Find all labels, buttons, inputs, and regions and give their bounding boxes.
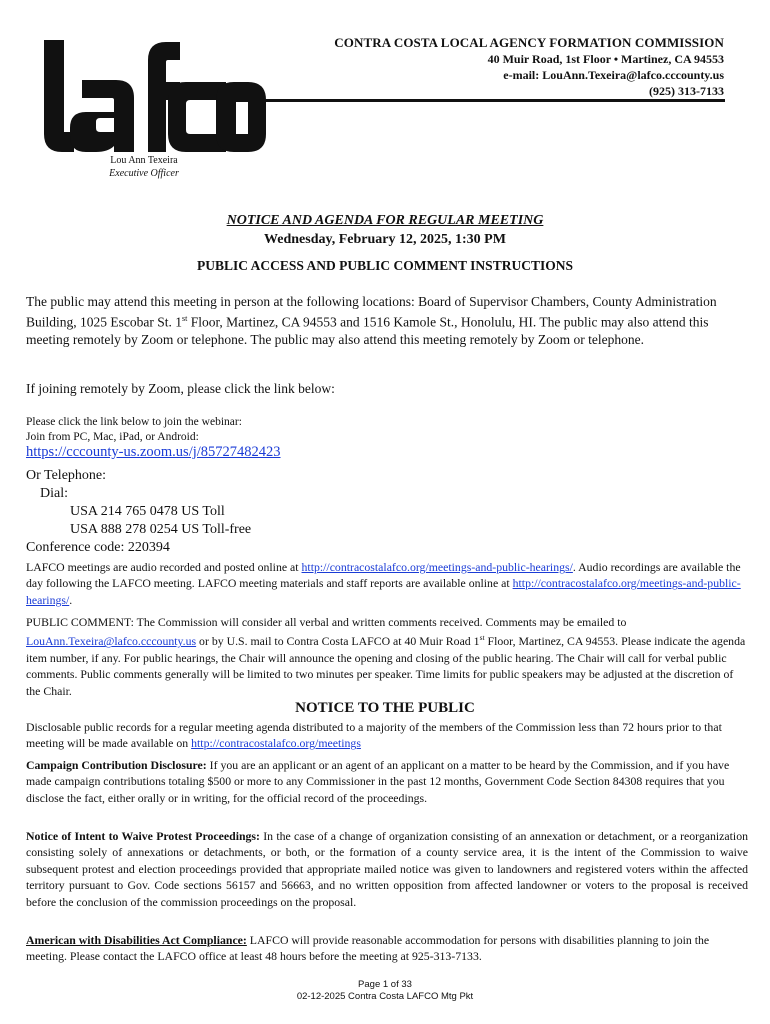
- telephone-label: Or Telephone:: [26, 468, 107, 483]
- recordings-text-2: . Audio recordings are available the day following the LAFCO meeting. LAFCO meeting materials and staff reports are available online at: [26, 560, 741, 591]
- officer-title: Executive Officer: [109, 168, 179, 179]
- campaign-paragraph: [26, 757, 748, 806]
- attend-text-2: Floor, Martinez, CA 94553 and 1516 Kamole St., Honolulu, HI. The public may also attend this meeting remotely by Zoom or telephone. The public may also attend this meeting remotely by Zoom or telephone.: [26, 314, 709, 347]
- phone-toll-free: USA 888 278 0254 US Toll-free: [70, 522, 252, 537]
- recordings-link-2[interactable]: http://contracostalafco.org/meetings-and-public-hearings/: [26, 576, 741, 607]
- waive-paragraph: [26, 828, 748, 910]
- section-heading: PUBLIC ACCESS AND PUBLIC COMMENT INSTRUCTIONS: [197, 258, 573, 273]
- public-comment-text-2: or by U.S. mail to Contra Costa LAFCO at 40 Muir Road 1: [196, 634, 480, 649]
- campaign-text: If you are an applicant or an agent of an applicant on a matter to be heard by the Commission, and if you have made campaign contributions totaling $500 or more to any Commissioner in the past 12 months, Government Code Section 84308 requires that you disclose the fact, either orally or in writing, for the official record of the proceedings.: [26, 758, 730, 805]
- ada-label: American with Disabilities Act Compliance:: [26, 933, 247, 947]
- phone-toll: USA 214 765 0478 US Toll: [70, 504, 225, 519]
- comment-email-link[interactable]: LouAnn.Texeira@lafco.cccounty.us: [26, 634, 197, 649]
- notice-public-heading: NOTICE TO THE PUBLIC: [295, 700, 475, 716]
- webinar-line-1: Please click the link below to join the webinar:: [26, 416, 242, 428]
- public-comment-text-3: Floor, Martinez, CA 94553. Please indicate the agenda item number, if any. For public hearings, the Chair will announce the opening and closing of the public hearing. The Chair will call for verbal public comments. Public comments generally will be limited to two minutes per speaker. Time limits for public speakers may be adjusted at the discretion of the Chair.: [26, 634, 746, 698]
- webinar-instructions: [26, 415, 242, 445]
- recordings-link-1[interactable]: http://contracostalafco.org/meetings-and-public-hearings/: [301, 560, 573, 574]
- attend-text-1: The public may attend this meeting in person at the following locations: Board of Supervisor Chambers, County Administration Building, 1025 Escobar St. 1: [26, 294, 717, 330]
- waive-text: In the case of a change of organization consisting of an annexation or detachment, or a reorganization consisting solely of annexations or detachments, or both, or the formation of a county service area, it is the intent of the Commission to waive subsequent protest and election proceedings provided that appropriate mailed notice was given to landowners and registered voters within the affected territory pursuant to Gov. Code sections 56157 and 56663, and no written opposition from affected landowner or voters to the proposal is received before the conclusion of the commission proceedings on the proposal.: [26, 829, 748, 909]
- recordings-paragraph: [26, 559, 748, 608]
- ada-text: LAFCO will provide reasonable accommodation for persons with disabilities planning to join the meeting. Please contact the LAFCO office at least 48 hours before the meeting at 925-313-7133.: [26, 933, 710, 964]
- zoom-link[interactable]: https://cccounty-us.zoom.us/j/85727482423: [26, 444, 281, 460]
- dial-label: Dial:: [40, 486, 68, 501]
- campaign-label: Campaign Contribution Disclosure:: [26, 758, 207, 772]
- org-email: e-mail: LouAnn.Texeira@lafco.cccounty.us: [503, 68, 724, 82]
- zoom-intro: If joining remotely by Zoom, please click the link below:: [26, 381, 335, 396]
- attend-sup: st: [182, 314, 188, 323]
- recordings-text-3: .: [69, 592, 73, 607]
- page-number: Page 1 of 33: [358, 979, 412, 990]
- public-comment-paragraph: [26, 614, 748, 699]
- packet-label: 02-12-2025 Contra Costa LAFCO Mtg Pkt: [296, 991, 474, 1002]
- notice-public-paragraph: [26, 719, 748, 752]
- webinar-line-2: Join from PC, Mac, iPad, or Android:: [26, 431, 199, 443]
- notice-public-text: Disclosable public records for a regular meeting agenda distributed to a majority of the members of the Commission less than 72 hours prior to that meeting will be made available on: [26, 720, 722, 751]
- notice-title: NOTICE AND AGENDA FOR REGULAR MEETING: [226, 213, 544, 228]
- org-contact-block: [334, 35, 724, 99]
- page-footer: [0, 979, 770, 1003]
- lafco-logo: [44, 40, 266, 152]
- org-name: CONTRA COSTA LOCAL AGENCY FORMATION COMMISSION: [334, 35, 724, 50]
- telephone-block: [26, 467, 251, 557]
- waive-label: Notice of Intent to Waive Protest Proceedings:: [26, 829, 260, 843]
- public-comment-sup: st: [479, 633, 485, 643]
- public-comment-text-1: PUBLIC COMMENT: The Commission will consider all verbal and written comments received. Comments may be emailed to: [26, 615, 627, 629]
- header-rule: [232, 99, 725, 102]
- org-phone: (925) 313-7133: [649, 84, 724, 98]
- recordings-text-1: LAFCO meetings are audio recorded and posted online at: [26, 560, 302, 574]
- org-address: 40 Muir Road, 1st Floor • Martinez, CA 94553: [487, 52, 724, 66]
- ada-paragraph: [26, 932, 748, 965]
- conference-code: Conference code: 220394: [26, 540, 170, 555]
- meeting-date: Wednesday, February 12, 2025, 1:30 PM: [264, 232, 506, 247]
- officer-name: Lou Ann Texeira: [110, 155, 178, 166]
- meetings-link[interactable]: http://contracostalafco.org/meetings: [191, 736, 361, 751]
- attend-paragraph: [26, 293, 746, 348]
- officer-block: [104, 154, 184, 180]
